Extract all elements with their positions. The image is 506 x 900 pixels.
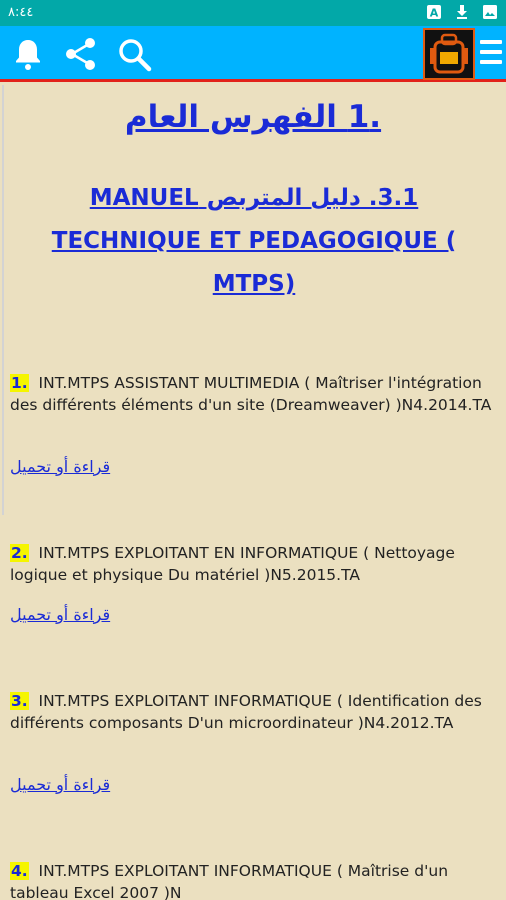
bell-icon[interactable] — [8, 34, 48, 74]
download-link[interactable]: قراءة أو تحميل — [10, 605, 111, 624]
content-area — [0, 85, 506, 900]
status-bar — [0, 0, 506, 26]
item-text: INT.MTPS ASSISTANT MULTIMEDIA ( Maîtriser l'intégration des différents éléments d'un site (Dreamweaver) )N4.2014.TA — [10, 374, 492, 414]
list-item — [10, 372, 496, 416]
item-text: INT.MTPS EXPLOITANT EN INFORMATIQUE ( Nettoyage logique et physique Du matériel )N5.2015.TA — [10, 544, 455, 584]
app-bar — [0, 26, 506, 82]
item-text: INT.MTPS EXPLOITANT INFORMATIQUE ( Maîtrise d'un tableau Excel 2007 )N — [10, 862, 449, 900]
backpack-icon — [425, 30, 473, 78]
app-logo[interactable] — [423, 28, 475, 80]
list-item — [10, 542, 496, 586]
image-icon — [482, 4, 498, 20]
menu-icon[interactable] — [480, 40, 502, 70]
item-number: 4. — [11, 862, 28, 880]
section-heading[interactable]: 3.1. دليل المتربص MANUEL TECHNIQUE ET PEDAGOGIQUE ( MTPS) — [51, 185, 457, 297]
item-text: INT.MTPS EXPLOITANT INFORMATIQUE ( Identification des différents composants D'un microordinateur )N4.2012.TA — [10, 692, 482, 732]
scroll-indicator — [2, 85, 4, 515]
share-icon[interactable] — [60, 34, 100, 74]
list-item — [10, 860, 496, 900]
download-icon — [454, 4, 470, 20]
svg-text:A: A — [429, 6, 439, 20]
download-link[interactable]: قراءة أو تحميل — [10, 775, 111, 794]
search-icon[interactable] — [114, 34, 154, 74]
a-icon — [426, 4, 442, 20]
page-title[interactable]: .1 الفهرس العام — [124, 99, 382, 135]
item-number: 3. — [11, 692, 28, 710]
download-link[interactable]: قراءة أو تحميل — [10, 457, 111, 476]
item-number: 1. — [11, 374, 28, 392]
status-time: ٨:٤٤ — [8, 5, 34, 20]
item-number: 2. — [11, 544, 28, 562]
list-item — [10, 690, 496, 734]
